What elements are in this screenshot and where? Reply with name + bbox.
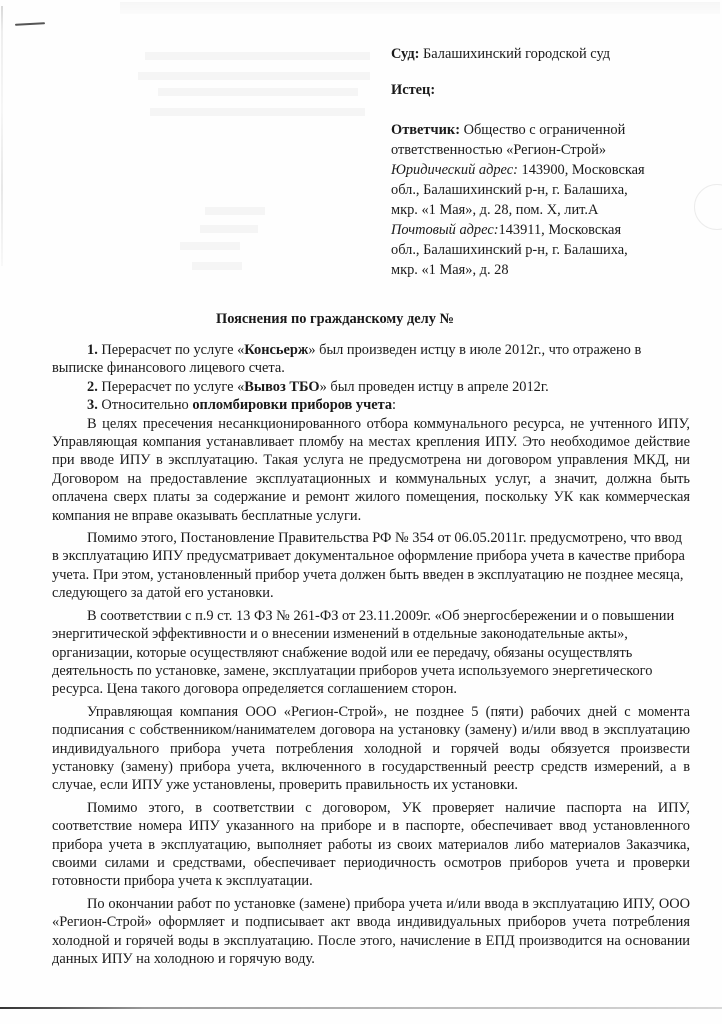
item-text: » был произведен истцу в июле 2012г., что отражено в выписке финансового лицевого счета. xyxy=(52,342,642,377)
numbered-item-2 xyxy=(52,378,690,396)
defendant-line-2: ответственностью «Регион-Строй» xyxy=(391,142,607,158)
scan-artifact-top xyxy=(120,2,720,14)
scan-left-edge xyxy=(1,6,3,266)
legal-address-label: Юридический адрес: xyxy=(391,162,518,178)
item-text: : xyxy=(392,397,397,414)
numbered-item-3 xyxy=(52,396,690,414)
document-title-text: Пояснения по гражданскому делу № xyxy=(216,311,454,327)
item-number: 2. xyxy=(87,378,98,395)
numbered-item-1 xyxy=(52,341,690,378)
pen-mark xyxy=(15,22,45,26)
postal-address-line-3: мкр. «1 Мая», д. 28 xyxy=(391,262,509,278)
paragraph-federal-law-261: В соответствии с п.9 ст. 13 ФЗ № 261-ФЗ от 23.11.2009г. «Об энергосбережении и о повышении энергитической эффективности и о внесении изменений в отдельные законодательные акты», организации, которые осуществляют снабжение водой или ее передачу, обязаны осуществлять деятельность по установке, замене, эксплуатации приборов учета используемого энергетического ресурса. Цена такого договора определяется соглашением сторон. xyxy=(52,607,675,698)
paragraph-sealing-purpose: В целях пресечения несанкционированного отбора коммунального ресурса, не учтенного ИПУ, Управляющая компания устанавливает пломбу на местах крепления ИПУ. Это необходимое действие при вводе ИПУ в эксплуатацию. Такая услуга не предусмотрена ни договором управления МКД, ни Договором на предоставление эксплуатационных и коммунальных услуг, а значит, должна быть оплачена сверх платы за содержание и ремонт жилого помещения, поскольку УК как коммерческая компания не вправе оказывать бесплатные услуги. xyxy=(52,415,690,524)
postal-address-value: 143911, Московская xyxy=(498,222,622,238)
scan-ghost-text xyxy=(200,225,258,233)
plaintiff-line xyxy=(391,80,711,100)
scan-bottom-edge xyxy=(0,1007,722,1009)
scan-ghost-text xyxy=(150,108,365,116)
item-bold-term: Консьерж xyxy=(244,342,309,358)
document-title xyxy=(0,311,722,328)
postal-address-label: Почтовый адрес: xyxy=(391,222,499,238)
item-text: Относительно xyxy=(97,397,193,414)
legal-address-line-2: обл., Балашихинский р-н, г. Балашиха, xyxy=(391,182,628,198)
legal-address-value: 143900, Московская xyxy=(517,162,645,178)
scan-ghost-text xyxy=(158,88,358,96)
defendant-value: Общество с ограниченной xyxy=(463,122,626,138)
item-number: 3. xyxy=(87,397,98,414)
court-line xyxy=(391,44,711,64)
paragraph-installation-obligation: Управляющая компания ООО «Регион-Строй», не позднее 5 (пяти) рабочих дней с момента подписания с собственником/нанимателем договора на установку (замену) и/или ввод в эксплуатацию индивидуального прибора учета потребления холодной и горячей воды обязуется произвести установку (замену) прибора учета, включенного в государственный реестр средств измерений, а в случае, если ИПУ уже установлены, проверить правильность их установки. xyxy=(52,703,690,794)
plaintiff-label: Истец: xyxy=(391,82,436,98)
item-number: 1. xyxy=(87,342,98,358)
scan-ghost-text xyxy=(192,262,242,270)
scan-ghost-text xyxy=(138,72,370,80)
defendant-label: Ответчик: xyxy=(391,122,460,138)
defendant-line-1 xyxy=(391,120,711,140)
item-bold-term: опломбировки приборов учета xyxy=(192,397,393,414)
paragraph-verification: Помимо этого, в соответствии с договором, УК проверяет наличие паспорта на ИПУ, соответствие номера ИПУ указанного на приборе и в паспорте, обеспечивает ввод установленного прибора учета в эксплуатацию, выполняет работы из своих материалов либо материалов Заказчика, своими силами и средствами, обеспечивает периодичность осмотров приборов учета и проверки готовности прибора учета к эксплуатации. xyxy=(52,799,690,890)
item-bold-term: Вывоз ТБО xyxy=(244,378,320,395)
court-label: Суд: xyxy=(391,46,420,62)
legal-address-line-1 xyxy=(391,160,711,180)
paragraph-resolution-354: Помимо этого, Постановление Правительства РФ № 354 от 06.05.2011г. предусмотрено, что ввод в эксплуатацию ИПУ предусматривает документальное оформление прибора учета в качестве прибора учета. При этом, установленный прибор учета должен быть введен в эксплуатацию не позднее месяца, следующего за датой его установки. xyxy=(52,530,685,602)
scan-ghost-text xyxy=(205,207,265,215)
legal-address-line-3: мкр. «1 Мая», д. 28, пом. X, лит.А xyxy=(391,202,599,218)
scan-ghost-text xyxy=(180,242,240,250)
item-text: Перерасчет по услуге « xyxy=(97,378,245,395)
postal-address-line-1 xyxy=(391,220,711,240)
item-text: Перерасчет по услуге « xyxy=(97,342,245,358)
document-body xyxy=(52,341,690,968)
case-header xyxy=(391,44,711,280)
court-value: Балашихинский городской суд xyxy=(423,46,611,62)
defendant-block xyxy=(391,120,711,280)
paragraph-commissioning-act: По окончании работ по установке (замене) прибора учета и/или ввода в эксплуатацию ИПУ, ООО «Регион-Строй» оформляет и подписывает акт ввода индивидуальных приборов учета потребления холодной и горячей воды в эксплуатацию. После этого, начисление в ЕПД производится на основании данных ИПУ на холодною и горячую воду. xyxy=(52,895,690,967)
scan-ghost-text xyxy=(145,52,370,60)
postal-address-line-2: обл., Балашихинский р-н, г. Балашиха, xyxy=(391,242,628,258)
item-text: » был проведен истцу в апреле 2012г. xyxy=(319,378,549,395)
